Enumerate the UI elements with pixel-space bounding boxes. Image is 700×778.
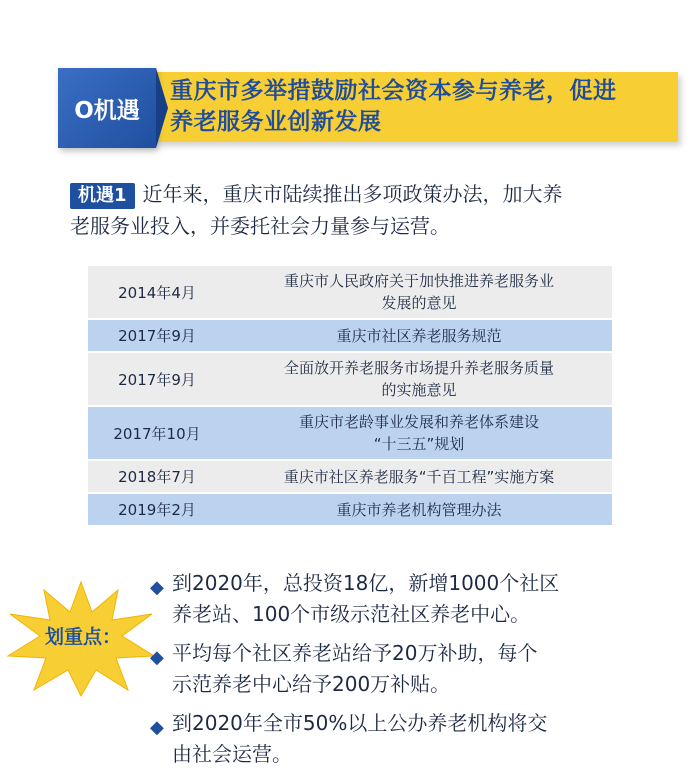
row-policy-line-1: 重庆市社区养老服务规范 <box>336 326 502 345</box>
list-item <box>150 638 650 700</box>
row-date: 2017年9月 <box>118 327 196 345</box>
row-date: 2019年2月 <box>118 501 196 519</box>
row-date: 2017年10月 <box>113 424 201 443</box>
table-row <box>88 407 612 461</box>
diamond-bullet-icon: ◆ <box>150 717 164 738</box>
row-policy-line-1: 全面放开养老服务市场提升养老服务质量 <box>283 359 554 377</box>
table-row <box>88 320 612 353</box>
row-policy <box>226 325 612 347</box>
key-points-list <box>150 568 650 778</box>
point-line-1: 到2020年，总投资18亿，新增1000个社区 <box>172 571 560 595</box>
row-policy <box>226 357 612 401</box>
diamond-bullet-icon: ◆ <box>150 647 164 668</box>
row-policy-line-1: 重庆市人民政府关于加快推进养老服务业 <box>283 272 554 290</box>
point-line-1: 平均每个社区养老站给予20万补助，每个 <box>172 641 538 665</box>
section-header <box>58 68 678 144</box>
row-date: 2017年9月 <box>118 370 196 389</box>
table-row <box>88 461 612 494</box>
row-date: 2018年7月 <box>118 468 196 486</box>
section-badge-label: O机遇 <box>74 97 140 124</box>
point-line-2: 由社会运营。 <box>172 742 292 766</box>
opportunity-tag: 机遇1 <box>70 183 135 209</box>
row-policy <box>226 411 612 455</box>
diamond-bullet-icon: ◆ <box>150 577 164 598</box>
row-policy-line-1: 重庆市老龄事业发展和养老体系建设 <box>298 413 539 431</box>
row-policy <box>226 499 612 521</box>
point-line-2: 养老站、100个市级示范社区养老中心。 <box>172 602 531 626</box>
policy-timeline-table <box>88 266 612 527</box>
list-item <box>150 568 650 630</box>
table-row <box>88 494 612 527</box>
row-policy-line-2: 发展的意见 <box>381 294 457 312</box>
section-badge <box>58 68 156 148</box>
point-line-2: 示范养老中心给予200万补贴。 <box>172 672 451 696</box>
row-policy <box>226 466 612 488</box>
highlight-starburst <box>6 578 156 698</box>
headline-line-2: 养老服务业创新发展 <box>170 109 382 135</box>
table-row <box>88 266 612 320</box>
intro-line-1 <box>70 178 660 210</box>
headline-line-1: 重庆市多举措鼓励社会资本参与养老，促进 <box>170 78 617 104</box>
row-policy-line-2: “十三五”规划 <box>373 435 465 453</box>
row-date: 2014年4月 <box>118 283 196 302</box>
list-item <box>150 708 650 770</box>
intro-paragraph <box>70 178 660 242</box>
row-policy-line-2: 的实施意见 <box>381 381 457 399</box>
highlight-label: 划重点： <box>44 626 121 648</box>
intro-line-2: 老服务业投入，并委托社会力量参与运营。 <box>70 214 450 238</box>
row-policy-line-1: 重庆市养老机构管理办法 <box>336 500 502 519</box>
point-line-1: 到2020年全市50%以上公办养老机构将交 <box>172 711 548 735</box>
row-policy <box>226 270 612 314</box>
section-headline <box>170 76 670 138</box>
table-row <box>88 353 612 407</box>
intro-text-1: 近年来，重庆市陆续推出多项政策办法，加大养 <box>142 182 563 206</box>
row-policy-line-1: 重庆市社区养老服务“千百工程”实施方案 <box>283 467 555 486</box>
